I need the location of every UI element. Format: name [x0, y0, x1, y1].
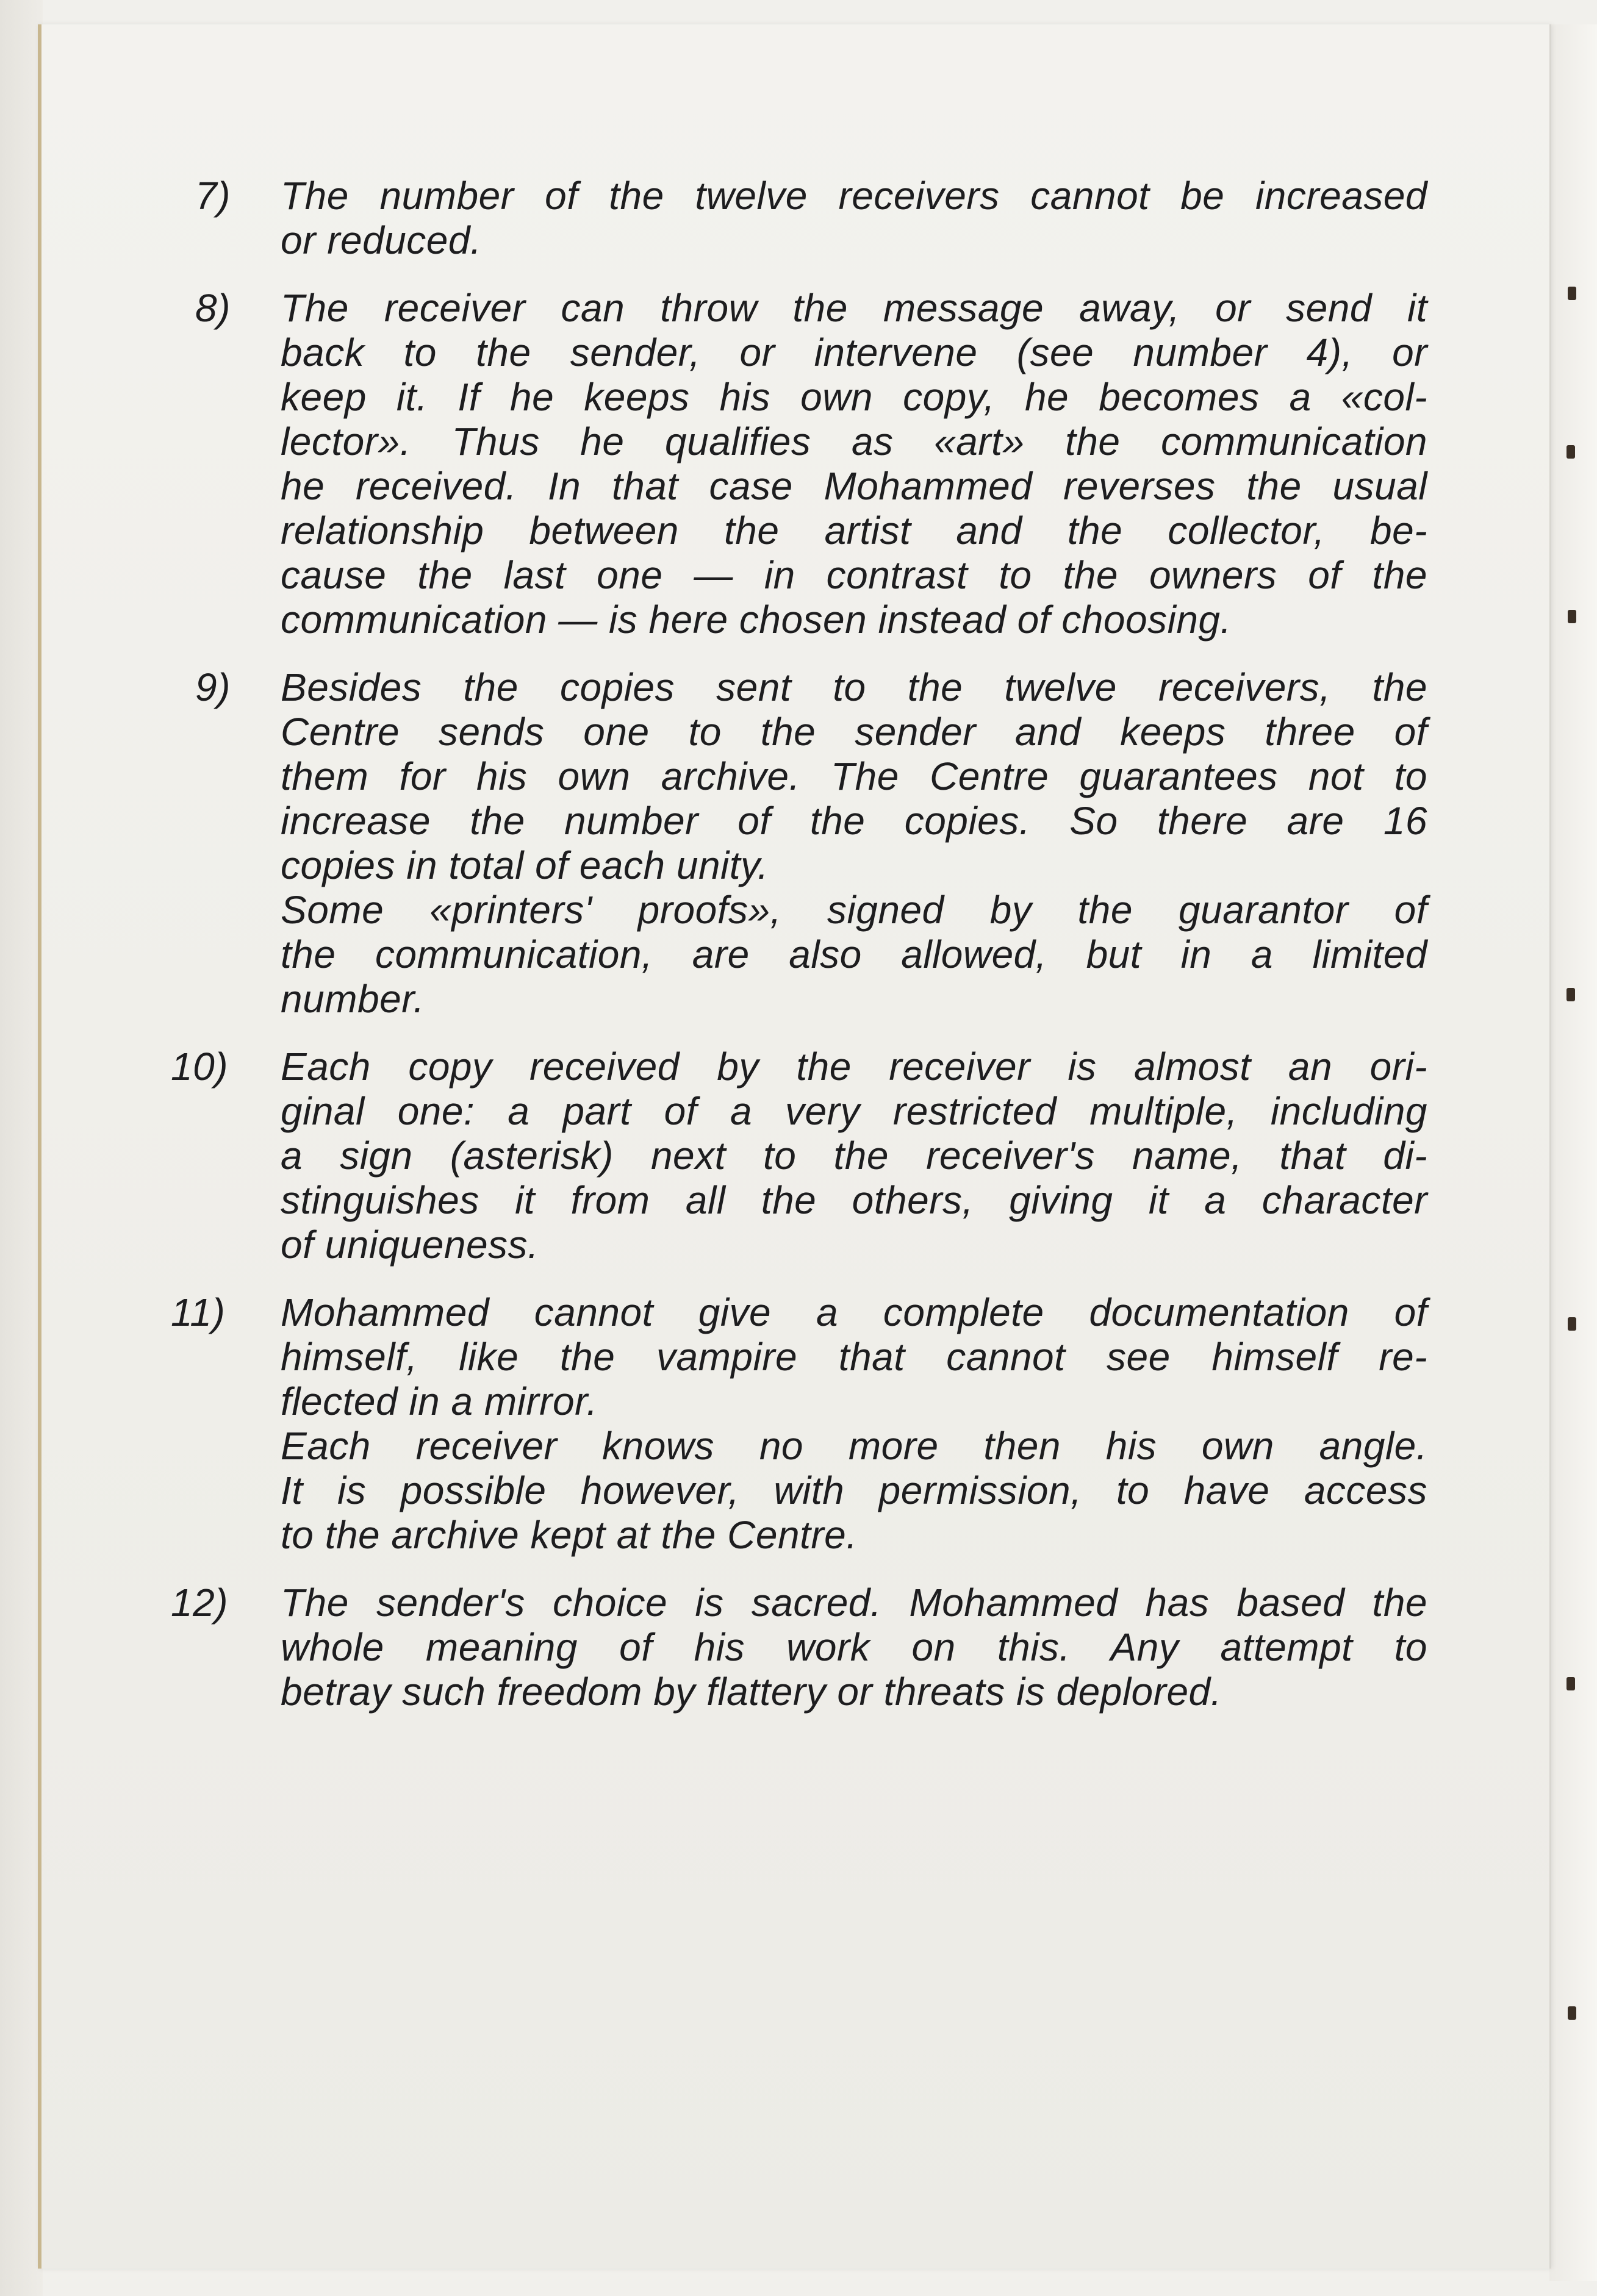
text-line: Each receiver knows no more then his own angle. — [281, 1424, 1427, 1468]
text-line: copies in total of each unity. — [281, 843, 769, 887]
item-number: 10) — [171, 1045, 228, 1089]
stitch-mark — [1568, 610, 1576, 623]
page-edge — [1549, 24, 1551, 2269]
text-line: The sender's choice is sacred. Mohammed has based the — [281, 1581, 1427, 1625]
text-line: them for his own archive. The Centre guarantees not to — [281, 754, 1427, 798]
numbered-item — [171, 174, 1427, 263]
spine-binding — [38, 24, 41, 2269]
item-paragraph — [281, 888, 1427, 1021]
item-number: 9) — [195, 665, 231, 709]
text-line: whole meaning of his work on this. Any attempt to — [281, 1625, 1427, 1669]
item-paragraph — [281, 286, 1427, 642]
text-line: It is possible however, with permission, to have access — [281, 1468, 1427, 1512]
stitch-mark — [1568, 2006, 1576, 2020]
numbered-item — [171, 1581, 1427, 1714]
booklet-right-edge — [1549, 24, 1597, 2281]
stitch-mark — [1566, 1677, 1575, 1690]
text-line: flected in a mirror. — [281, 1379, 598, 1423]
text-line: Centre sends one to the sender and keeps three of — [281, 710, 1427, 754]
text-line: The receiver can throw the message away, or send it — [281, 286, 1427, 330]
text-line: lector». Thus he qualifies as «art» the communication — [281, 420, 1427, 463]
text-line: Each copy received by the receiver is almost an ori- — [281, 1045, 1427, 1089]
item-number: 8) — [195, 286, 231, 330]
numbered-item — [171, 1290, 1427, 1557]
text-line: keep it. If he keeps his own copy, he becomes a «col- — [281, 375, 1427, 419]
text-line: Besides the copies sent to the twelve receivers, the — [281, 665, 1427, 709]
text-line: back to the sender, or intervene (see number 4), or — [281, 331, 1427, 374]
background-left — [0, 0, 43, 2296]
item-number: 11) — [171, 1290, 226, 1334]
text-line: number. — [281, 977, 425, 1021]
text-line: the communication, are also allowed, but in a limited — [281, 932, 1427, 976]
numbered-item — [171, 1045, 1427, 1267]
item-paragraph — [281, 1424, 1427, 1557]
text-line: he received. In that case Mohammed reverses the usual — [281, 464, 1427, 508]
text-line: of uniqueness. — [281, 1223, 539, 1267]
text-line: ginal one: a part of a very restricted multiple, including — [281, 1089, 1427, 1133]
item-paragraph — [281, 665, 1427, 888]
text-line: communication — is here chosen instead of choosing. — [281, 598, 1232, 642]
stitch-mark — [1568, 1317, 1576, 1331]
stitch-mark — [1566, 445, 1575, 459]
text-line: cause the last one — in contrast to the owners of the — [281, 553, 1427, 597]
item-paragraph — [281, 1290, 1427, 1424]
item-number: 7) — [195, 174, 231, 218]
text-line: stinguishes it from all the others, giving it a character — [281, 1178, 1427, 1222]
numbered-item — [171, 286, 1427, 642]
text-line: or reduced. — [281, 218, 482, 262]
text-line: to the archive kept at the Centre. — [281, 1513, 858, 1557]
text-line: a sign (asterisk) next to the receiver's name, that di- — [281, 1134, 1427, 1178]
stitch-mark — [1566, 988, 1575, 1001]
text-line: relationship between the artist and the collector, be- — [281, 509, 1427, 553]
text-line: himself, like the vampire that cannot see himself re- — [281, 1335, 1427, 1379]
stitch-mark — [1568, 287, 1576, 300]
numbered-item — [171, 665, 1427, 1021]
text-line: betray such freedom by flattery or threats is deplored. — [281, 1670, 1222, 1714]
text-line: increase the number of the copies. So there are 16 — [281, 799, 1427, 843]
text-line: Mohammed cannot give a complete documentation of — [281, 1290, 1427, 1334]
item-paragraph — [281, 1045, 1427, 1267]
text-line: The number of the twelve receivers cannot be increased — [281, 174, 1427, 218]
text-line: Some «printers' proofs», signed by the guarantor of — [281, 888, 1427, 932]
item-number: 12) — [171, 1581, 228, 1625]
item-paragraph — [281, 174, 1427, 263]
item-paragraph — [281, 1581, 1427, 1714]
page-text — [171, 174, 1427, 1737]
